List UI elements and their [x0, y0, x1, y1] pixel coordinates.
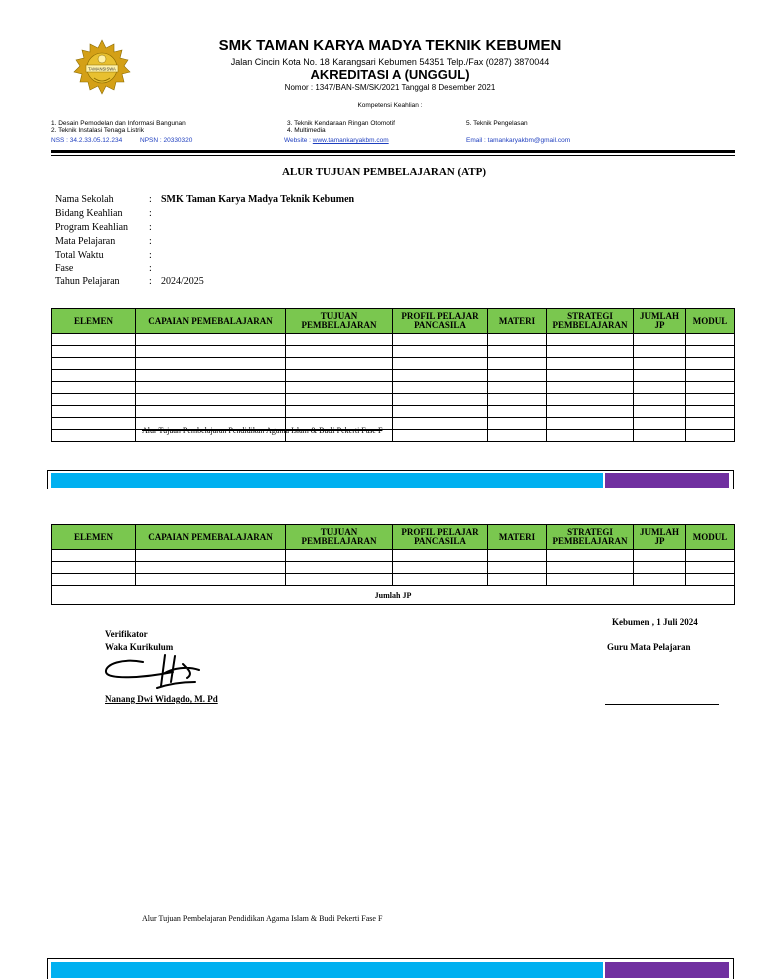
- info-label: Fase: [55, 263, 74, 274]
- column-header: ELEMEN: [52, 309, 136, 334]
- info-block: [55, 193, 354, 289]
- column-header: JUMLAH JP: [634, 309, 686, 334]
- info-label: Bidang Keahlian: [55, 208, 123, 219]
- info-row: [55, 275, 354, 289]
- info-label: Program Keahlian: [55, 222, 129, 233]
- info-colon: :: [149, 194, 152, 205]
- teacher-role: Guru Mata Pelajaran: [607, 642, 691, 652]
- info-colon: :: [149, 263, 152, 274]
- header-divider: [51, 150, 735, 153]
- school-address: Jalan Cincin Kota No. 18 Karangsari Kebumen 54351 Telp./Fax (0287) 3870044: [230, 57, 550, 67]
- handwritten-signature-icon: [103, 652, 213, 692]
- info-value: SMK Taman Karya Madya Teknik Kebumen: [161, 194, 355, 205]
- email: Email : tamankaryakbm@gmail.com: [466, 137, 571, 144]
- school-name: SMK TAMAN KARYA MADYA TEKNIK KEBUMEN: [218, 37, 562, 54]
- info-colon: :: [149, 276, 152, 287]
- table-header-row: [52, 525, 735, 550]
- atp-table-1: [51, 308, 735, 442]
- total-jp-label: Jumlah JP: [52, 586, 735, 605]
- info-row: [55, 193, 354, 207]
- place-date: Kebumen , 1 Juli 2024: [612, 617, 698, 627]
- info-row: [55, 249, 354, 263]
- colour-band-purple: [605, 962, 729, 978]
- column-header: MODUL: [686, 525, 735, 550]
- column-header: PROFIL PELAJAR PANCASILA: [393, 309, 488, 334]
- table-row: [52, 334, 735, 346]
- info-row: [55, 263, 354, 275]
- colour-band-blue: [51, 473, 603, 488]
- competency-title: Kompetensi Keahlian :: [357, 102, 423, 109]
- table-row: [52, 550, 735, 562]
- colour-band-blue: [51, 962, 603, 978]
- column-header: ELEMEN: [52, 525, 136, 550]
- column-header: PROFIL PELAJAR PANCASILA: [393, 525, 488, 550]
- logo-text: TAMANSISWA: [88, 66, 116, 72]
- table-row: [52, 394, 735, 406]
- info-label: Total Waktu: [55, 250, 104, 261]
- info-label: Mata Pelajaran: [55, 236, 116, 247]
- table-header-row: [52, 309, 735, 334]
- column-header: TUJUAN PEMBELAJARAN: [286, 309, 393, 334]
- atp-table-2: [51, 524, 735, 605]
- table-row: [52, 406, 735, 418]
- info-label: Nama Sekolah: [55, 194, 114, 205]
- teacher-signature-line: [605, 704, 719, 705]
- school-crest-icon: [70, 38, 134, 96]
- website: [284, 137, 389, 144]
- nss: NSS : 34.2.33.05.12.234: [51, 137, 123, 144]
- competency-4: 4. Multimedia: [287, 127, 326, 134]
- table-row: [52, 358, 735, 370]
- info-colon: :: [149, 208, 152, 219]
- column-header: CAPAIAN PEMEBALAJARAN: [136, 525, 286, 550]
- column-header: MATERI: [488, 525, 547, 550]
- document-title: ALUR TUJUAN PEMBELAJARAN (ATP): [281, 166, 486, 178]
- colour-band-purple: [605, 473, 729, 488]
- competency-1: 1. Desain Pemodelan dan Informasi Bangunan: [51, 120, 186, 127]
- info-row: [55, 207, 354, 221]
- column-header: STRATEGI PEMBELAJARAN: [547, 525, 634, 550]
- info-colon: :: [149, 222, 152, 233]
- verifier-title: Verifikator: [105, 629, 148, 639]
- accreditation-decree: Nomor : 1347/BAN-SM/SK/2021 Tanggal 8 Desember 2021: [284, 83, 496, 92]
- competency-5: 5. Teknik Pengelasan: [466, 120, 528, 127]
- info-colon: :: [149, 250, 152, 261]
- column-header: CAPAIAN PEMEBALAJARAN: [136, 309, 286, 334]
- accreditation: AKREDITASI A (UNGGUL): [310, 67, 470, 82]
- table-row: [52, 370, 735, 382]
- verifier-name: Nanang Dwi Widagdo, M. Pd: [105, 694, 218, 704]
- school-logo: [70, 38, 134, 96]
- column-header: MODUL: [686, 309, 735, 334]
- table-total-row: [52, 586, 735, 605]
- npsn: NPSN : 20330320: [140, 137, 193, 144]
- table-row: [52, 346, 735, 358]
- info-colon: :: [149, 236, 152, 247]
- website-link[interactable]: www.tamankaryakbm.com: [312, 137, 389, 144]
- table-row: [52, 382, 735, 394]
- table-row: [52, 562, 735, 574]
- info-label: Tahun Pelajaran: [55, 276, 120, 287]
- header-divider-thin: [51, 155, 735, 156]
- info-row: [55, 221, 354, 235]
- column-header: STRATEGI PEMBELAJARAN: [547, 309, 634, 334]
- page-footer-overlay: Alur Tujuan Pembelajaran Pendidikan Agama Islam & Budi Pekerti Fase F: [142, 426, 383, 435]
- table-row: [52, 574, 735, 586]
- website-label: Website :: [284, 137, 311, 144]
- competency-2: 2. Teknik Instalasi Tenaga Listrik: [51, 127, 144, 134]
- page-footer: Alur Tujuan Pembelajaran Pendidikan Agama Islam & Budi Pekerti Fase F: [142, 914, 383, 923]
- competency-3: 3. Teknik Kendaraan Ringan Otomotif: [287, 120, 395, 127]
- info-row: [55, 235, 354, 249]
- column-header: JUMLAH JP: [634, 525, 686, 550]
- verifier-role: Waka Kurikulum: [105, 642, 174, 652]
- info-value: 2024/2025: [161, 276, 204, 287]
- column-header: MATERI: [488, 309, 547, 334]
- column-header: TUJUAN PEMBELAJARAN: [286, 525, 393, 550]
